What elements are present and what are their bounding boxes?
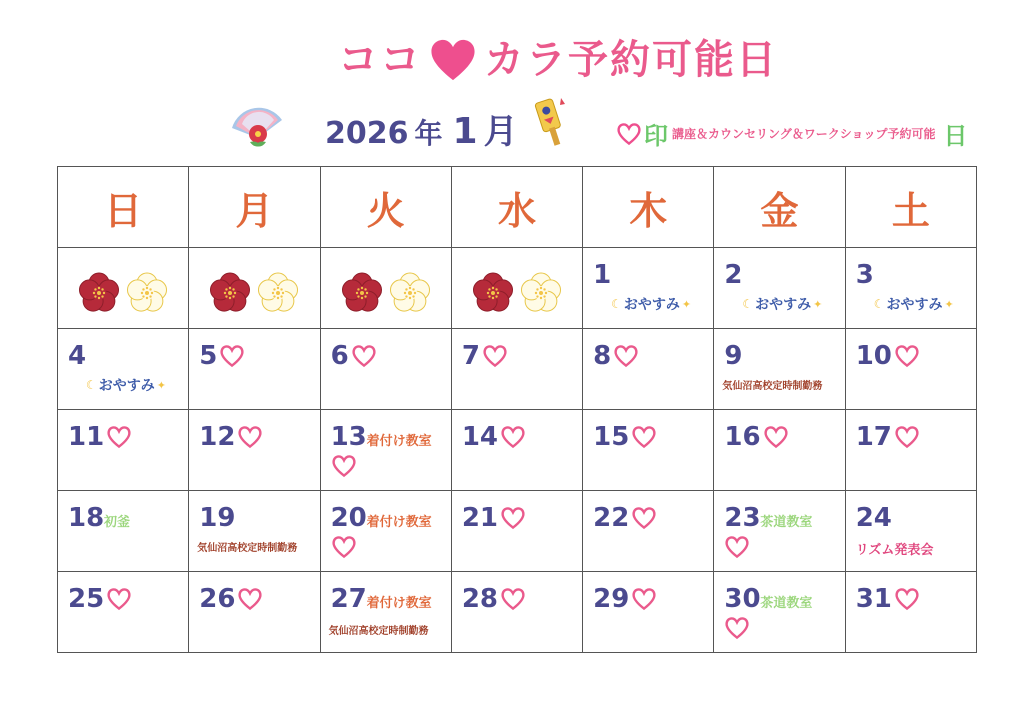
day-number-text: 2 [724,260,743,290]
day-cell[interactable] [714,572,845,653]
day-cell[interactable] [451,572,582,653]
day-number [462,422,526,452]
day-number-text: 11 [68,422,105,452]
calendar-week-row [58,248,977,329]
day-number-text: 16 [724,422,761,452]
day-number-text: 6 [330,341,349,371]
day-number-text: 22 [593,503,630,533]
heart-outline-icon [351,344,377,368]
day-number [593,422,657,452]
plum-flowers [207,270,301,316]
heart-icon [430,37,476,83]
day-cell[interactable] [320,572,451,653]
cell-content [714,329,844,409]
heart-outline-icon [219,344,245,368]
day-number-text: 28 [461,584,499,614]
day-number [68,422,132,452]
day-number [68,584,132,614]
heart-outline-icon [724,616,750,640]
day-cell[interactable] [189,329,320,410]
cell-content [714,491,844,571]
cell-content [452,248,582,328]
calendar-week-row [58,491,977,572]
cell-content [321,572,451,652]
sparkle-icon: ✦ [681,297,692,311]
cell-content [58,410,188,490]
day-cell[interactable] [583,572,714,653]
day-number [331,584,367,614]
day-number-text: 18 [68,503,105,533]
moon-icon: ☾ [611,297,622,311]
heart-outline-icon [894,344,920,368]
day-number [856,584,920,614]
day-cell[interactable] [714,248,845,329]
day-cell[interactable] [845,491,976,572]
year-month [325,104,518,153]
cell-content [846,572,976,652]
day-number [331,503,367,533]
heart-outline-icon [500,587,526,611]
cell-content [583,248,713,328]
day-cell[interactable] [845,248,976,329]
cell-content [452,491,582,571]
plum-white-flower-icon [387,270,433,316]
heart-outline-icon [631,587,657,611]
cell-content [583,329,713,409]
cell-content [452,329,582,409]
weekday-header: 水 [451,167,582,248]
year: 2026 [325,116,409,151]
heart-outline-icon [763,425,789,449]
cell-content [714,248,844,328]
cell-content [846,410,976,490]
cell-content [583,410,713,490]
cell-content [189,491,319,571]
day-cell[interactable] [58,572,189,653]
day-cell[interactable] [189,491,320,572]
day-number [724,584,760,614]
day-number [593,260,611,290]
day-cell[interactable] [583,248,714,329]
cell-content [189,248,319,328]
day-number-text: 25 [68,584,105,614]
sparkle-icon: ✦ [944,297,954,311]
rest-text: おやすみ [98,378,155,394]
day-number-text: 8 [593,341,612,371]
day-number-text: 31 [855,584,892,614]
heart-outline-icon [724,535,750,559]
day-number-text: 4 [68,341,87,371]
heart-outline-icon [237,587,263,611]
day-number-text: 12 [199,422,236,452]
event-label: 着付け教室 [366,515,432,530]
sparkle-icon: ✦ [156,378,166,392]
cell-content [189,572,319,652]
page-title [338,34,778,86]
day-cell[interactable] [189,572,320,653]
cell-content [321,329,451,409]
day-number-text: 7 [461,341,480,371]
heart-outline-icon [631,506,657,530]
heart-outline-icon [237,425,263,449]
year-suffix: 年 [414,117,443,150]
legend-day: 日 [943,122,968,150]
cell-content [583,572,713,652]
rest-text: おやすみ [623,297,680,313]
day-number-text: 23 [724,503,761,533]
plum-red-flower-icon [76,270,122,316]
day-cell[interactable] [583,329,714,410]
day-number-text: 3 [855,260,874,290]
day-number [462,341,508,371]
day-number-text: 15 [593,422,630,452]
cell-content [452,410,582,490]
plum-flowers [339,270,433,316]
day-cell[interactable] [451,491,582,572]
day-number [199,422,263,452]
cell-content [58,248,188,328]
heart-outline-icon [500,425,526,449]
day-number-text: 30 [724,584,761,614]
day-number-text: 14 [461,422,499,452]
heart-outline-icon [894,587,920,611]
calendar-week-row [58,572,977,653]
day-cell[interactable] [714,410,845,491]
day-number [199,503,235,533]
plum-flowers [76,270,170,316]
day-number-text: 20 [330,503,367,533]
day-cell[interactable] [320,329,451,410]
weekday-header: 月 [189,167,320,248]
day-number-text: 5 [199,341,218,371]
rest-label [611,294,691,314]
heart-outline-icon [331,535,357,559]
day-number-text: 13 [330,422,367,452]
title-left: ココ [338,37,422,83]
calendar-week-row [58,329,977,410]
day-number-text: 10 [855,341,892,371]
day-number [199,341,245,371]
day-cell[interactable] [451,329,582,410]
weekday-header-row [58,167,977,248]
day-cell[interactable] [320,491,451,572]
heart-outline-icon [894,425,920,449]
cell-content [321,248,451,328]
weekday-header: 木 [583,167,714,248]
weekday-header: 金 [714,167,845,248]
day-number-text: 9 [724,341,743,371]
work-note: 気仙沼高校定時制勤務 [197,543,298,554]
month-suffix: 月 [483,112,518,152]
day-number-text: 19 [199,503,236,533]
calendar-grid [57,166,977,653]
day-cell[interactable] [58,410,189,491]
work-note: 気仙沼高校定時制勤務 [328,626,429,637]
rest-label [742,294,822,314]
plum-red-flower-icon [339,270,385,316]
day-cell[interactable] [714,329,845,410]
day-number [593,503,657,533]
event-label: 茶道教室 [760,596,813,611]
day-number [593,341,639,371]
day-number [856,260,874,290]
heart-outline-icon [613,344,639,368]
moon-icon: ☾ [873,297,885,311]
day-number-text: 24 [855,503,892,533]
day-number [724,260,742,290]
heart-outline-icon [106,587,132,611]
sparkle-icon: ✦ [813,297,823,311]
cell-content [189,329,319,409]
day-cell[interactable] [189,410,320,491]
month: 1 [452,111,478,152]
day-number [331,341,377,371]
heart-outline-icon [500,506,526,530]
cell-content [714,410,844,490]
day-cell[interactable] [58,329,189,410]
calendar-body [58,248,977,653]
work-note: 気仙沼高校定時制勤務 [722,381,823,392]
day-number-text: 21 [461,503,499,533]
weekday-header: 土 [845,167,976,248]
day-number [68,503,104,533]
heart-outline-icon [482,344,508,368]
cell-content [452,572,582,652]
event-label: 着付け教室 [366,596,432,611]
event-label: 茶道教室 [760,515,813,530]
day-number [724,341,742,371]
empty-cell [189,248,320,329]
cell-content [846,491,976,571]
heart-outline-icon [106,425,132,449]
cell-content [58,491,188,571]
empty-cell [451,248,582,329]
day-number-text: 27 [330,584,367,614]
day-cell[interactable] [845,410,976,491]
heart-outline-icon [616,122,642,146]
hagoita-icon [533,96,567,148]
fan-flower-icon [228,98,286,150]
day-number [199,584,263,614]
cell-content [846,329,976,409]
cell-content [714,572,844,652]
rest-label [86,375,166,395]
empty-cell [58,248,189,329]
plum-white-flower-icon [255,270,301,316]
day-cell[interactable] [845,329,976,410]
cell-content [321,491,451,571]
day-number [856,341,920,371]
plum-white-flower-icon [518,270,564,316]
weekday-header: 火 [320,167,451,248]
plum-flowers [470,270,564,316]
day-number [724,422,788,452]
cell-content [321,410,451,490]
weekday-header: 日 [58,167,189,248]
plum-red-flower-icon [207,270,253,316]
day-number [856,422,920,452]
day-number [856,503,892,533]
event-label: リズム発表会 [855,543,934,558]
day-number-text: 29 [593,584,630,614]
day-cell[interactable] [714,491,845,572]
day-number [331,422,367,452]
day-number-text: 1 [593,260,612,290]
calendar-week-row [58,410,977,491]
heart-outline-icon [331,454,357,478]
day-number [593,584,657,614]
day-number-text: 26 [199,584,236,614]
day-cell[interactable] [845,572,976,653]
rest-text: おやすみ [886,297,943,313]
cell-content [58,572,188,652]
day-cell[interactable] [583,410,714,491]
plum-white-flower-icon [124,270,170,316]
empty-cell [320,248,451,329]
cell-content [846,248,976,328]
event-label: 着付け教室 [366,434,432,449]
legend [616,116,968,151]
cell-content [58,329,188,409]
title-right: カラ予約可能日 [484,37,778,83]
event-label: 初釜 [104,515,131,530]
rest-text: おやすみ [755,297,812,313]
legend-mark: 印 [644,122,668,150]
moon-icon: ☾ [742,297,754,311]
day-number [724,503,760,533]
rest-label [874,294,954,314]
legend-text: 講座＆カウンセリング＆ワークショップ予約可能 [672,127,936,141]
day-cell[interactable] [320,410,451,491]
moon-icon: ☾ [86,378,97,392]
cell-content [189,410,319,490]
day-cell[interactable] [583,491,714,572]
day-cell[interactable] [58,491,189,572]
day-cell[interactable] [451,410,582,491]
heart-outline-icon [631,425,657,449]
cell-content [583,491,713,571]
day-number-text: 17 [855,422,892,452]
plum-red-flower-icon [470,270,516,316]
day-number [462,503,526,533]
day-number [462,584,526,614]
day-number [68,341,86,371]
